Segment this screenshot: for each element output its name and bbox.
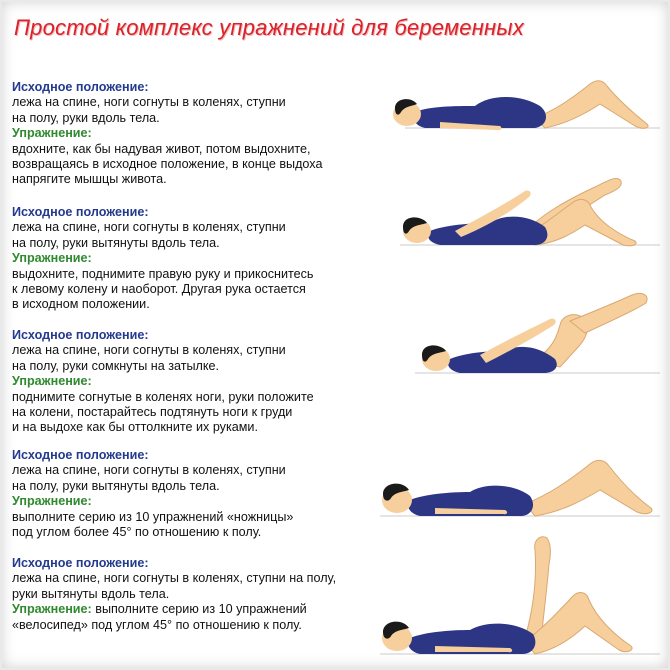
exercise-label: Упражнение: <box>12 251 92 266</box>
start-position-label: Исходное положение: <box>12 556 149 570</box>
start-position-label: Исходное положение: <box>12 328 149 342</box>
exercise-text: выдохните, поднимите правую руку и прикоснитесь к левому колену и наоборот. Другая рука остается в исходном положении. <box>12 266 314 312</box>
exercise-2 <box>12 205 402 313</box>
start-position-label: Исходное положение: <box>12 205 149 219</box>
exercise-3 <box>12 328 402 436</box>
figure-knees-to-chest <box>410 285 665 380</box>
exercise-4 <box>12 448 402 540</box>
figure-bicycle <box>375 530 665 662</box>
start-position-text: лежа на спине, ноги согнуты в коленях, ступни на полу, руки вытянуты вдоль тела. <box>12 571 337 601</box>
exercise-label: Упражнение: <box>12 494 92 509</box>
start-position-text: лежа на спине, ноги согнуты в коленях, ступни на полу, руки вдоль тела. <box>12 95 286 125</box>
exercise-text: выполните серию из 10 упражнений «ножницы» под углом более 45° по отношению к полу. <box>12 509 294 540</box>
start-position-label: Исходное положение: <box>12 80 149 94</box>
figure-breathing <box>385 70 665 140</box>
exercise-label: Упражнение: <box>12 374 92 389</box>
start-position-text: лежа на спине, ноги согнуты в коленях, ступни на полу, руки вытянуты вдоль тела. <box>12 220 286 250</box>
page-title: Простой комплекс упражнений для беременных <box>14 15 524 40</box>
exercise-line <box>12 602 307 631</box>
start-position-label: Исходное положение: <box>12 448 149 462</box>
exercise-5 <box>12 556 402 633</box>
exercise-text: поднимите согнутые в коленях ноги, руки положите на колени, постарайтесь подтянуть ноги к груди и на выдохе как бы оттолкните их руками. <box>12 389 314 435</box>
start-position-text: лежа на спине, ноги согнуты в коленях, ступни на полу, руки сомкнуты на затылке. <box>12 343 286 373</box>
start-position-text: лежа на спине, ноги согнуты в коленях, ступни на полу, руки вытянуты вдоль тела. <box>12 463 286 493</box>
exercise-text: вдохните, как бы надувая живот, потом выдохните, возвращаясь в исходное положение, в конце выдоха напрягите мышцы живота. <box>12 141 323 187</box>
exercise-text: выполните серию из 10 упражнений «велосипед» под углом 45° по отношению к полу. <box>12 602 307 632</box>
figure-knee-touch <box>395 165 665 255</box>
exercise-1 <box>12 80 402 188</box>
figure-scissors <box>375 450 665 525</box>
exercise-label: Упражнение: <box>12 602 92 617</box>
exercise-label: Упражнение: <box>12 126 92 141</box>
